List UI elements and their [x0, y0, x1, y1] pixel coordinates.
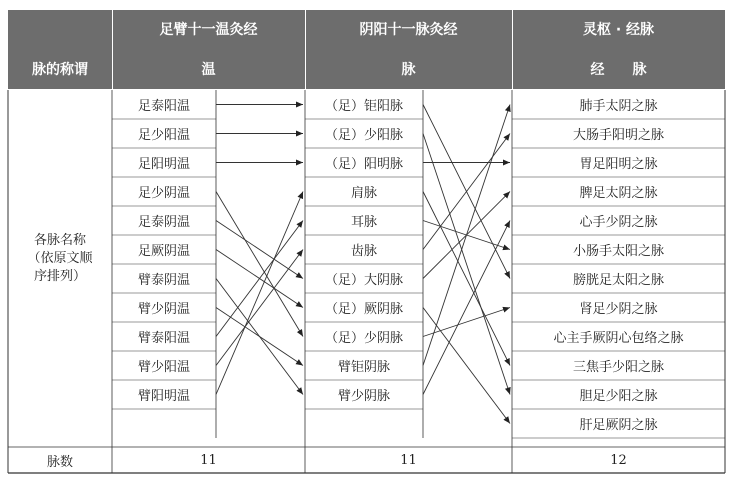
- col2-item: （足）大阴脉: [324, 273, 403, 288]
- col3-item: 胆足少阳之脉: [579, 389, 658, 404]
- col3-item: 膀胱足太阳之脉: [572, 273, 664, 288]
- col2-item: （足）少阴脉: [324, 331, 403, 346]
- col2-item: （足）厥阴脉: [324, 302, 403, 317]
- col1-item: 足厥阴温: [137, 244, 190, 259]
- row-label-header: 脉的称谓: [8, 48, 112, 89]
- col1-item: 足少阳温: [137, 128, 190, 143]
- col1-item: 足泰阳温: [137, 99, 190, 114]
- link-col1-to-col2: [216, 192, 303, 395]
- link-col1-to-col2: [216, 250, 303, 366]
- col3-item: 肝足厥阴之脉: [579, 418, 658, 433]
- count-label: 脉数: [46, 454, 73, 470]
- col3-item: 肾足少阴之脉: [579, 302, 658, 317]
- link-col2-to-col3: [423, 134, 510, 250]
- link-col2-to-col3: [423, 192, 510, 366]
- col3-item: 心手少阴之脉: [579, 215, 658, 230]
- col1-count: 11: [200, 452, 217, 468]
- col3-item: 脾足太阴之脉: [579, 186, 658, 201]
- col1-item: 臂泰阳温: [137, 331, 190, 346]
- col2-count: 11: [400, 452, 417, 468]
- col2-subheader: 脉: [305, 48, 512, 89]
- col3-item: 肺手太阴之脉: [579, 99, 658, 114]
- col3-item: 大肠手阳明之脉: [572, 128, 664, 143]
- col1-subheader: 温: [112, 48, 305, 89]
- link-col2-to-col3: [423, 308, 510, 337]
- col2-item: （足）钜阳脉: [324, 99, 403, 114]
- col2-item: 耳脉: [350, 215, 377, 230]
- col3-item: 胃足阳明之脉: [579, 157, 658, 172]
- col2-item: （足）少阳脉: [324, 128, 403, 143]
- col2-item: 臂少阴脉: [337, 389, 390, 404]
- link-col1-to-col2: [216, 308, 303, 366]
- col1-title: 足臂十一温灸经: [112, 10, 305, 48]
- col3-title: 灵枢 · 经脉: [512, 10, 725, 48]
- col3-item: 小肠手太阳之脉: [572, 244, 664, 259]
- col2-item: 肩脉: [350, 186, 377, 201]
- col3-item: 心主手厥阴心包络之脉: [553, 331, 684, 346]
- col1-item: 足泰阴温: [137, 215, 190, 230]
- col1-item: 臂少阴温: [137, 302, 190, 317]
- col2-title: 阴阳十一脉灸经: [305, 10, 512, 48]
- link-col1-to-col2: [216, 192, 303, 337]
- side-label-line: 各脉名称: [33, 233, 86, 248]
- col3-subheader: 经 脉: [512, 48, 725, 89]
- link-col2-to-col3: [423, 105, 510, 366]
- side-label-line: 序排列）: [33, 269, 86, 284]
- col1-item: 臂少阳温: [137, 360, 190, 375]
- col2-item: 臂钜阴脉: [337, 360, 390, 375]
- col1-item: 臂阳明温: [137, 389, 190, 404]
- col2-item: 齿脉: [350, 244, 377, 259]
- link-col1-to-col2: [216, 221, 303, 337]
- col3-item: 三焦手少阳之脉: [572, 360, 664, 375]
- col3-count: 12: [610, 452, 627, 468]
- col1-item: 足阳明温: [137, 157, 190, 172]
- link-col2-to-col3: [423, 221, 510, 395]
- link-col1-to-col2: [216, 221, 303, 279]
- link-col2-to-col3: [423, 308, 510, 424]
- side-label-line: （依原文顺: [27, 251, 93, 266]
- link-col2-to-col3: [423, 134, 510, 395]
- col2-item: （足）阳明脉: [324, 157, 403, 172]
- col1-item: 臂泰阴温: [137, 273, 190, 288]
- col1-item: 足少阴温: [137, 186, 190, 201]
- side-label: [8, 232, 112, 286]
